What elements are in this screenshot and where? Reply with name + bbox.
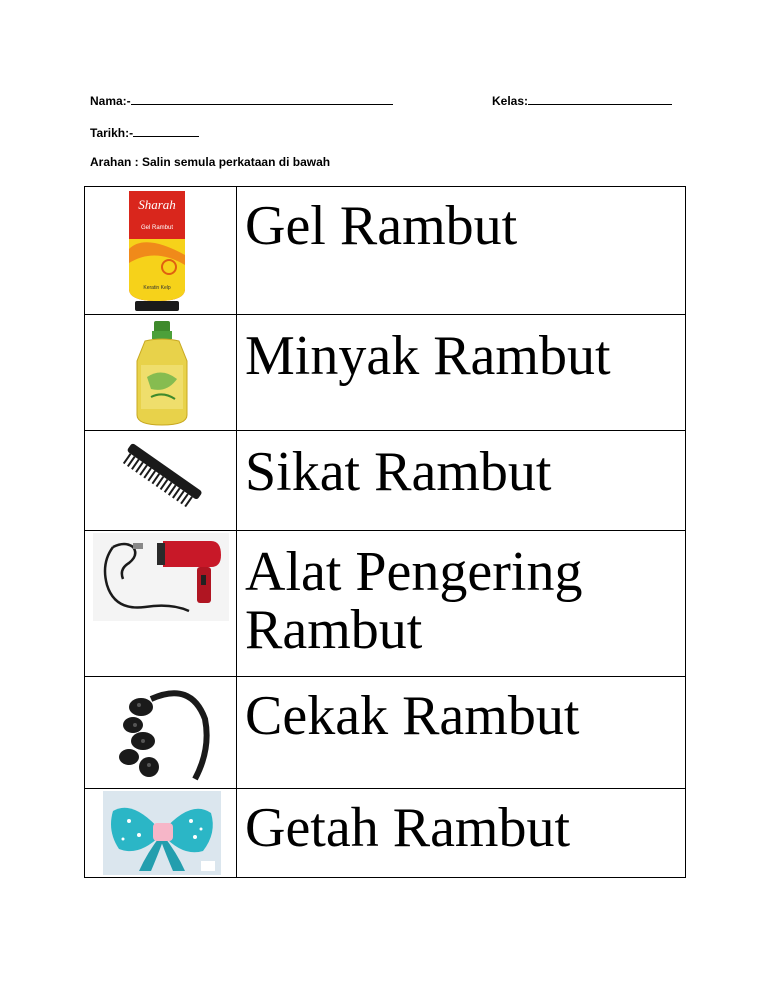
table-row xyxy=(85,677,685,789)
vocabulary-table xyxy=(84,186,686,878)
table-row xyxy=(85,187,685,315)
class-field[interactable] xyxy=(492,92,672,108)
image-cell xyxy=(85,187,237,314)
date-blank-line[interactable] xyxy=(133,124,199,137)
image-cell xyxy=(85,431,237,530)
name-field[interactable] xyxy=(90,92,393,108)
svg-text:Sharah: Sharah xyxy=(138,197,176,212)
hair-gel-tube-icon xyxy=(125,189,189,313)
name-blank-line[interactable] xyxy=(131,92,393,105)
instruction-text: Arahan : Salin semula perkataan di bawah xyxy=(90,155,331,169)
table-row xyxy=(85,789,685,877)
table-row xyxy=(85,531,685,677)
image-cell xyxy=(85,315,237,430)
date-label: Tarikh:- xyxy=(90,126,134,140)
hair-dryer-icon xyxy=(93,533,229,621)
comb-icon xyxy=(115,443,205,513)
image-cell xyxy=(85,531,237,676)
word-label: Sikat Rambut xyxy=(245,441,552,503)
date-field[interactable] xyxy=(90,124,199,140)
name-label: Nama:- xyxy=(90,94,131,108)
image-cell xyxy=(85,789,237,877)
table-row xyxy=(85,315,685,431)
word-label: Getah Rambut xyxy=(245,797,571,859)
hair-oil-bottle-icon xyxy=(117,317,207,429)
word-label: Cekak Rambut xyxy=(245,685,580,747)
word-label: Gel Rambut xyxy=(245,195,518,257)
word-label: Alat Pengering Rambut xyxy=(245,541,583,661)
image-cell xyxy=(85,677,237,788)
svg-text:Gel Rambut: Gel Rambut xyxy=(140,225,174,231)
class-blank-line[interactable] xyxy=(528,92,672,105)
svg-text:Keratin Kelp: Keratin Kelp xyxy=(143,285,171,291)
word-label: Minyak Rambut xyxy=(245,325,611,387)
class-label: Kelas: xyxy=(492,94,529,108)
headband-icon xyxy=(115,679,211,787)
table-row xyxy=(85,431,685,531)
hair-tie-bow-icon xyxy=(103,791,221,875)
